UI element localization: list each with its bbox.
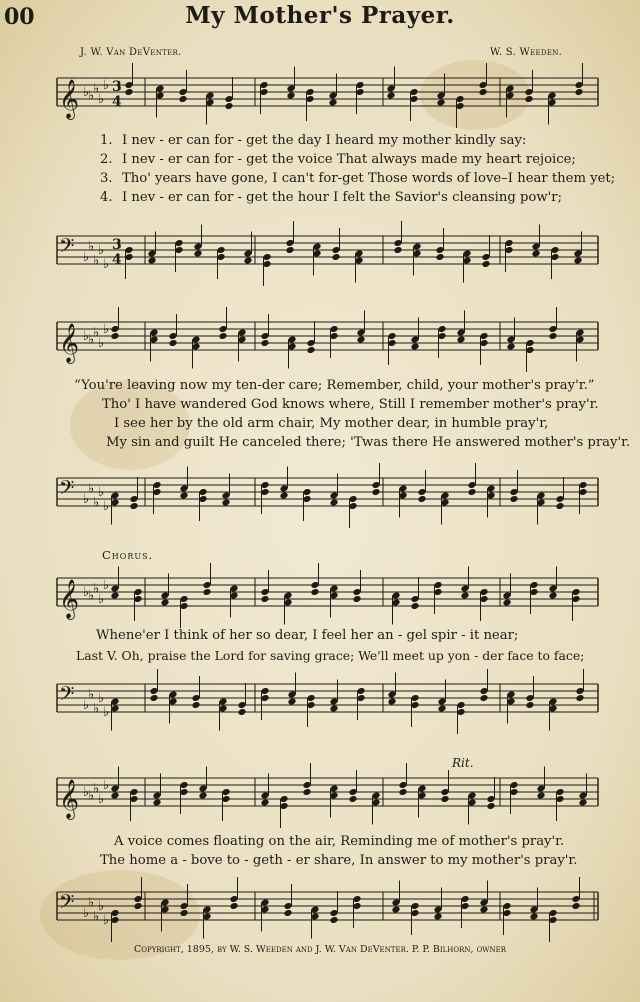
verse-2-line: 2. I nev - er can for - get the voice That always made my heart rejoice; [100,152,576,167]
svg-text:♭: ♭ [88,687,95,703]
svg-text:𝄞: 𝄞 [59,79,80,119]
svg-text:♭: ♭ [83,492,90,507]
svg-text:𝄢: 𝄢 [59,234,75,262]
svg-text:♭: ♭ [98,336,105,351]
svg-text:♭: ♭ [93,495,100,511]
svg-text:♭: ♭ [93,81,100,97]
svg-text:♭: ♭ [83,85,90,100]
svg-text:♭: ♭ [103,257,110,272]
svg-text:♭: ♭ [98,243,105,258]
svg-text:♭: ♭ [93,781,100,797]
svg-text:♭: ♭ [103,499,110,514]
verse-1-line: 1. I nev - er can for - get the day I heard my mother kindly say: [100,133,527,148]
svg-text:♭: ♭ [93,325,100,341]
svg-text:♭: ♭ [98,592,105,607]
svg-text:♭: ♭ [103,578,110,593]
lyricist-credit: J. W. Van DeVenter. [80,47,182,58]
verse-4-line-cont: My sin and guilt He canceled there; 'Twas there He answered mother's pray'r. [106,435,631,450]
svg-text:♭: ♭ [88,239,95,255]
svg-text:♭: ♭ [83,329,90,344]
svg-text:♭: ♭ [98,691,105,706]
svg-text:♭: ♭ [88,88,95,104]
svg-text:♭: ♭ [83,698,90,713]
treble-staff-4 [0,768,640,828]
hymn-title: My Mother's Prayer. [185,2,455,29]
svg-text:3: 3 [112,79,122,95]
svg-text:𝄢: 𝄢 [59,476,75,504]
svg-text:♭: ♭ [103,778,110,793]
svg-text:♭: ♭ [103,322,110,337]
verse-1-line-cont: “You're leaving now my ten-der care; Remember, child, your mother's pray'r.” [74,378,595,393]
svg-text:♭: ♭ [88,588,95,604]
svg-text:𝄢: 𝄢 [59,890,75,918]
treble-staff-1 [0,68,640,128]
svg-text:♭: ♭ [103,78,110,93]
verse-4-line: 4. I nev - er can for - get the hour I felt the Savior's cleansing pow'r; [100,190,563,205]
svg-text:4: 4 [112,94,122,110]
chorus-line-last-verse: Last V. Oh, praise the Lord for saving grace; We'll meet up yon - der face to face; [76,648,585,663]
bass-staff-4 [0,882,640,942]
svg-text:𝄞: 𝄞 [59,579,80,619]
bass-staff-2 [0,468,640,528]
bass-staff-1 [0,226,640,286]
svg-text:♭: ♭ [88,481,95,497]
copyright-notice: Copyright, 1895, by W. S. Weeden and J. W. Van DeVenter. P. P. Bilhorn, owner [133,944,507,955]
chorus-label: Chorus. [102,548,154,562]
svg-text:♭: ♭ [88,895,95,911]
svg-text:𝄞: 𝄞 [59,779,80,819]
verse-2-line-cont: Tho' I have wandered God knows where, Still I remember mother's pray'r. [102,397,599,412]
ritardando-mark: Rit. [452,756,474,770]
svg-text:𝄢: 𝄢 [59,682,75,710]
svg-text:♭: ♭ [98,792,105,807]
verse-3-line-cont: I see her by the old arm chair, My mother dear, in humble pray'r, [114,416,549,431]
svg-text:♭: ♭ [88,788,95,804]
svg-text:♭: ♭ [93,701,100,717]
chorus-line-1: Whene'er I think of her so dear, I feel her an - gel spir - it near; [96,628,519,643]
svg-text:♭: ♭ [83,785,90,800]
svg-text:♭: ♭ [83,585,90,600]
svg-text:♭: ♭ [98,899,105,914]
svg-text:♭: ♭ [103,913,110,928]
treble-staff-3 [0,568,640,628]
svg-text:♭: ♭ [83,250,90,265]
svg-text:♭: ♭ [103,705,110,720]
bass-staff-3 [0,674,640,734]
treble-staff-2 [0,312,640,372]
verse-3-line: 3. Tho' years have gone, I can't for-get Those words of love–I hear them yet; [100,171,616,186]
chorus-line-2-last-verse: The home a - bove to - geth - er share, In answer to my mother's pray'r. [100,853,578,868]
svg-text:♭: ♭ [93,253,100,269]
svg-text:𝄞: 𝄞 [59,323,80,363]
svg-text:♭: ♭ [93,581,100,597]
composer-credit: W. S. Weeden. [490,47,563,58]
chorus-line-2: A voice comes floating on the air, Reminding me of mother's pray'r. [114,834,565,849]
svg-text:♭: ♭ [83,906,90,921]
page-number: 00 [4,4,35,30]
svg-text:♭: ♭ [88,332,95,348]
svg-text:4: 4 [112,252,122,268]
svg-text:3: 3 [112,237,122,253]
svg-text:♭: ♭ [98,92,105,107]
svg-text:♭: ♭ [93,909,100,925]
svg-text:♭: ♭ [98,485,105,500]
